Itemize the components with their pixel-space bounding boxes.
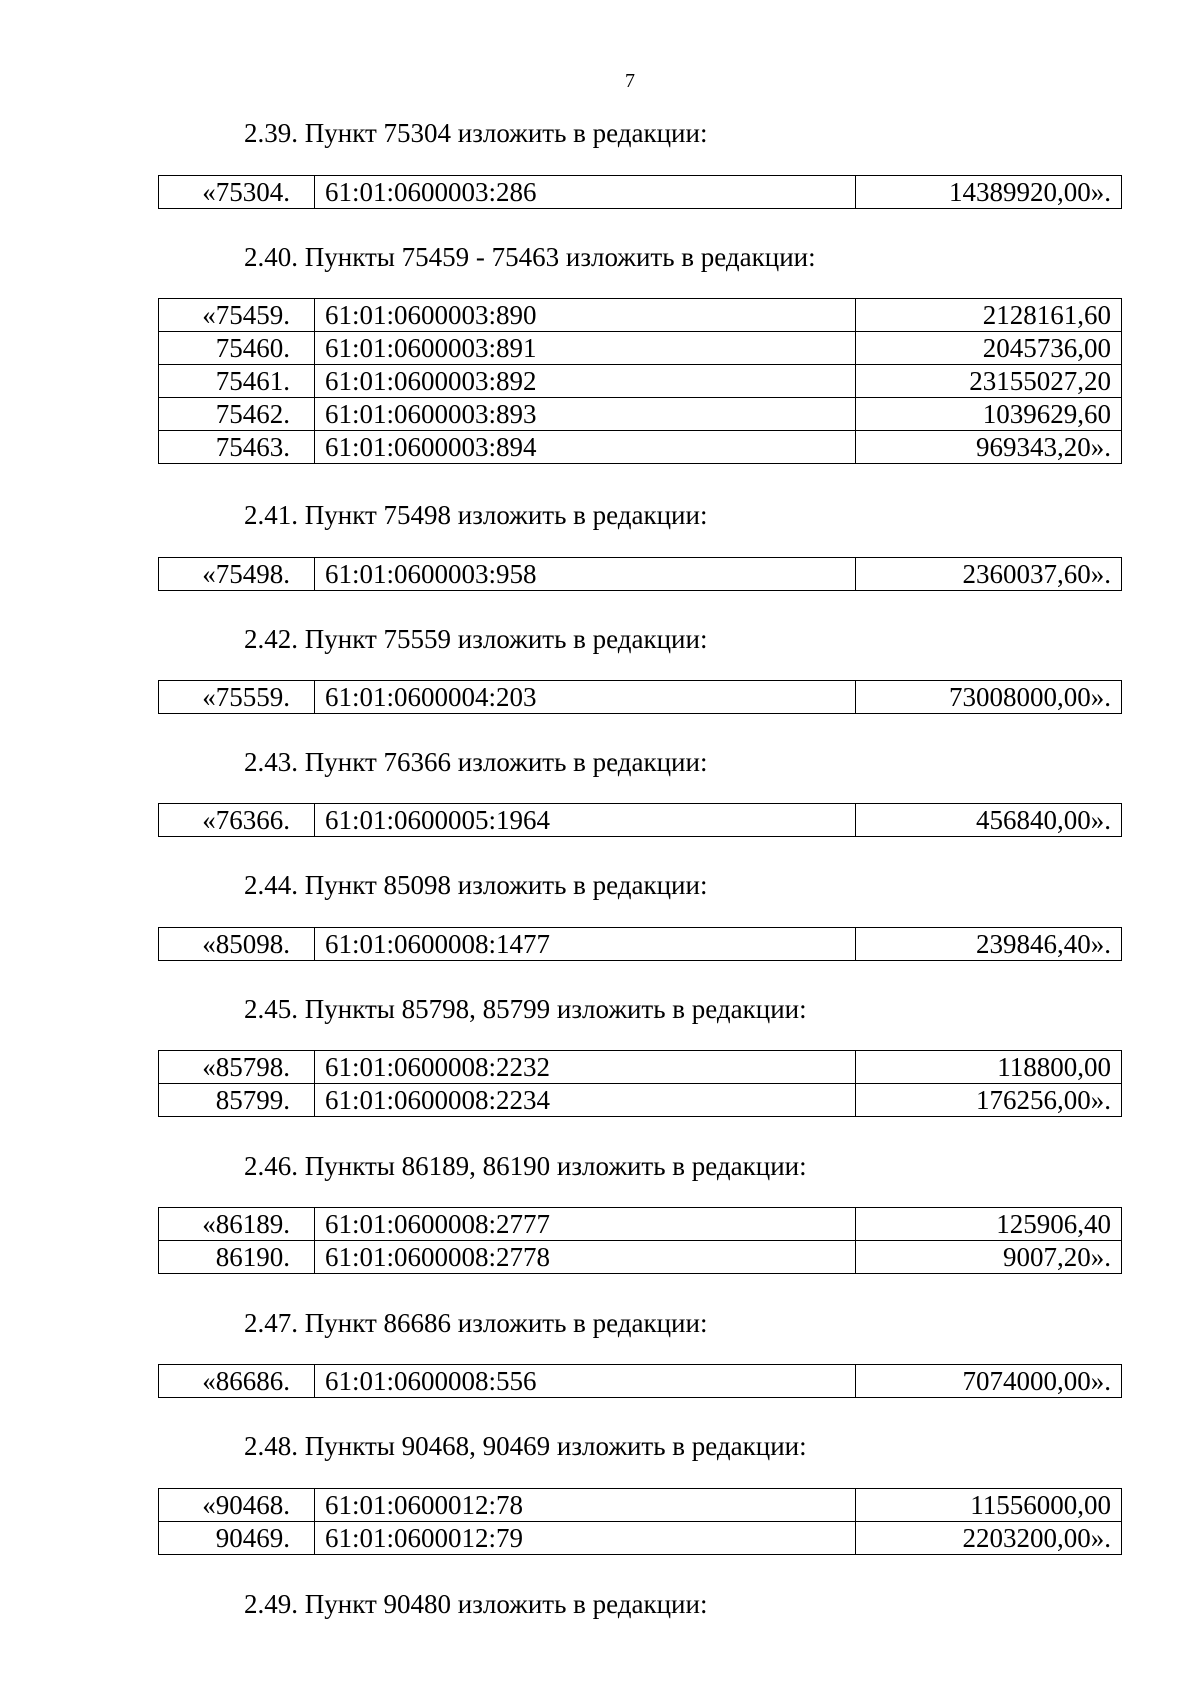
cadastral-value: 239846,40». — [856, 928, 1122, 961]
table-row — [159, 1489, 1122, 1522]
table-row — [159, 1365, 1122, 1398]
excerpt-table — [158, 298, 1122, 464]
item-number: 85799. — [159, 1084, 315, 1117]
cadastral-number: 61:01:0600008:556 — [315, 1365, 856, 1398]
table-row — [159, 176, 1122, 209]
cadastral-value: 14389920,00». — [856, 176, 1122, 209]
cadastral-number: 61:01:0600008:1477 — [315, 928, 856, 961]
table-row — [159, 681, 1122, 714]
cadastral-value: 11556000,00 — [856, 1489, 1122, 1522]
table-row — [159, 398, 1122, 431]
section-heading: 2.42. Пункт 75559 изложить в редакции: — [244, 624, 708, 654]
table-row — [159, 1241, 1122, 1274]
cadastral-value: 176256,00». — [856, 1084, 1122, 1117]
item-number: «76366. — [159, 804, 315, 837]
cadastral-number: 61:01:0600004:203 — [315, 681, 856, 714]
table-row — [159, 928, 1122, 961]
item-number: «90468. — [159, 1489, 315, 1522]
cadastral-number: 61:01:0600003:894 — [315, 431, 856, 464]
excerpt-table — [158, 927, 1122, 961]
cadastral-value: 2128161,60 — [856, 299, 1122, 332]
section-heading: 2.39. Пункт 75304 изложить в редакции: — [244, 118, 708, 148]
cadastral-number: 61:01:0600003:892 — [315, 365, 856, 398]
cadastral-number: 61:01:0600008:2234 — [315, 1084, 856, 1117]
excerpt-table — [158, 803, 1122, 837]
table-row — [159, 1208, 1122, 1241]
section-heading: 2.46. Пункты 86189, 86190 изложить в редакции: — [244, 1151, 807, 1181]
excerpt-table — [158, 1364, 1122, 1398]
cadastral-number: 61:01:0600008:2232 — [315, 1051, 856, 1084]
cadastral-value: 2203200,00». — [856, 1522, 1122, 1555]
cadastral-value: 456840,00». — [856, 804, 1122, 837]
item-number: 75462. — [159, 398, 315, 431]
item-number: «85098. — [159, 928, 315, 961]
section-heading: 2.49. Пункт 90480 изложить в редакции: — [244, 1589, 708, 1619]
item-number: «75304. — [159, 176, 315, 209]
cadastral-number: 61:01:0600005:1964 — [315, 804, 856, 837]
cadastral-value: 23155027,20 — [856, 365, 1122, 398]
section-heading: 2.47. Пункт 86686 изложить в редакции: — [244, 1308, 708, 1338]
excerpt-table — [158, 175, 1122, 209]
cadastral-number: 61:01:0600008:2777 — [315, 1208, 856, 1241]
item-number: 90469. — [159, 1522, 315, 1555]
cadastral-number: 61:01:0600012:78 — [315, 1489, 856, 1522]
table-row — [159, 1051, 1122, 1084]
table-row — [159, 332, 1122, 365]
cadastral-number: 61:01:0600003:890 — [315, 299, 856, 332]
item-number: «85798. — [159, 1051, 315, 1084]
cadastral-value: 9007,20». — [856, 1241, 1122, 1274]
table-row — [159, 558, 1122, 591]
cadastral-value: 2045736,00 — [856, 332, 1122, 365]
cadastral-value: 2360037,60». — [856, 558, 1122, 591]
cadastral-number: 61:01:0600008:2778 — [315, 1241, 856, 1274]
cadastral-value: 118800,00 — [856, 1051, 1122, 1084]
excerpt-table — [158, 1050, 1122, 1117]
item-number: 75460. — [159, 332, 315, 365]
item-number: 75461. — [159, 365, 315, 398]
cadastral-value: 7074000,00». — [856, 1365, 1122, 1398]
cadastral-value: 969343,20». — [856, 431, 1122, 464]
excerpt-table — [158, 1488, 1122, 1555]
section-heading: 2.40. Пункты 75459 - 75463 изложить в редакции: — [244, 242, 816, 272]
table-row — [159, 1522, 1122, 1555]
excerpt-table — [158, 557, 1122, 591]
item-number: «86189. — [159, 1208, 315, 1241]
cadastral-value: 125906,40 — [856, 1208, 1122, 1241]
excerpt-table — [158, 1207, 1122, 1274]
cadastral-number: 61:01:0600003:891 — [315, 332, 856, 365]
cadastral-value: 1039629,60 — [856, 398, 1122, 431]
table-row — [159, 299, 1122, 332]
cadastral-number: 61:01:0600003:286 — [315, 176, 856, 209]
item-number: «86686. — [159, 1365, 315, 1398]
section-heading: 2.44. Пункт 85098 изложить в редакции: — [244, 870, 708, 900]
item-number: «75459. — [159, 299, 315, 332]
cadastral-number: 61:01:0600003:893 — [315, 398, 856, 431]
table-row — [159, 365, 1122, 398]
cadastral-value: 73008000,00». — [856, 681, 1122, 714]
section-heading: 2.41. Пункт 75498 изложить в редакции: — [244, 500, 708, 530]
table-row — [159, 431, 1122, 464]
item-number: 86190. — [159, 1241, 315, 1274]
table-row — [159, 1084, 1122, 1117]
table-row — [159, 804, 1122, 837]
section-heading: 2.43. Пункт 76366 изложить в редакции: — [244, 747, 708, 777]
cadastral-number: 61:01:0600003:958 — [315, 558, 856, 591]
item-number: «75559. — [159, 681, 315, 714]
section-heading: 2.48. Пункты 90468, 90469 изложить в редакции: — [244, 1431, 807, 1461]
page-number: 7 — [625, 70, 635, 92]
section-heading: 2.45. Пункты 85798, 85799 изложить в редакции: — [244, 994, 807, 1024]
item-number: 75463. — [159, 431, 315, 464]
cadastral-number: 61:01:0600012:79 — [315, 1522, 856, 1555]
excerpt-table — [158, 680, 1122, 714]
item-number: «75498. — [159, 558, 315, 591]
